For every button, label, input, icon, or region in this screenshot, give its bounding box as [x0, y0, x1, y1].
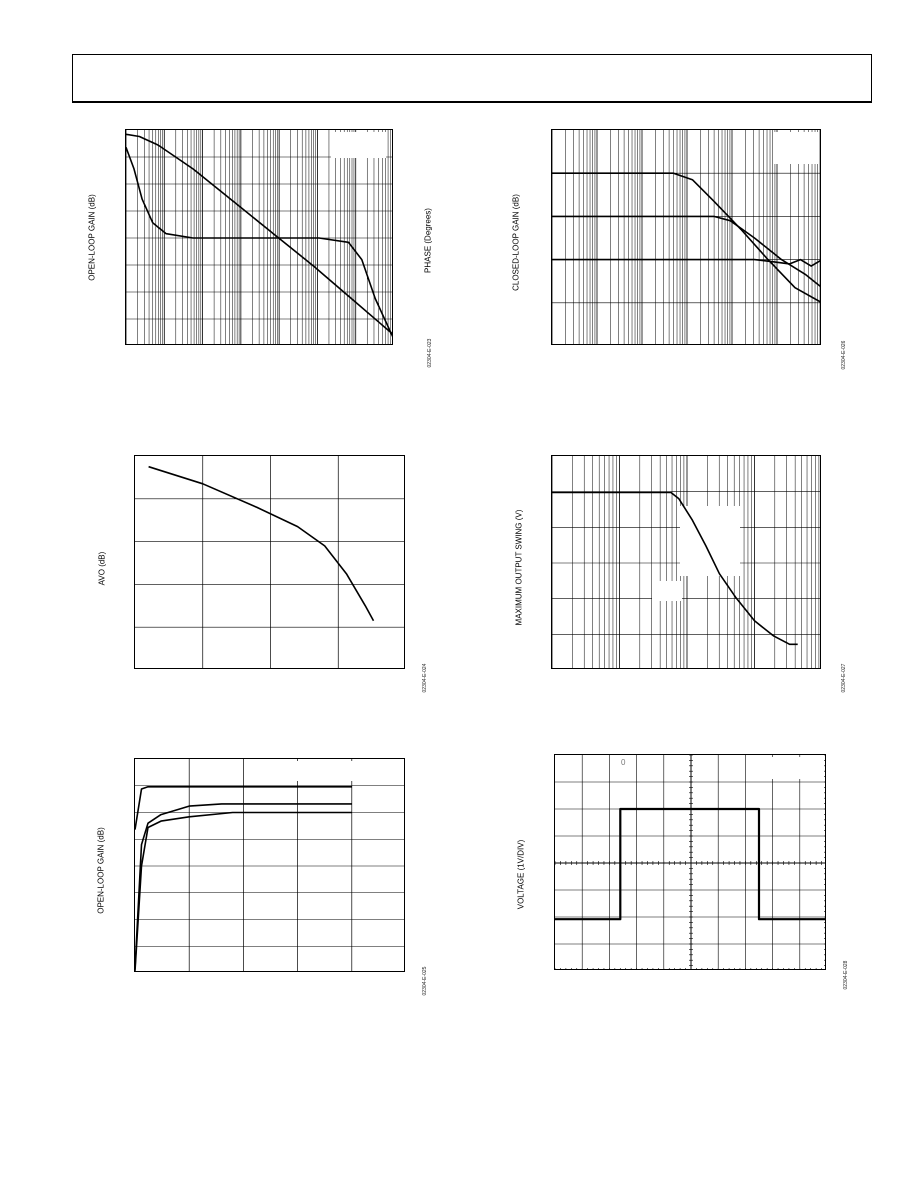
figure-number: 02304-E-027	[841, 663, 847, 693]
series-line	[126, 147, 393, 339]
page-header-box	[72, 54, 872, 103]
chart-panel-open-loop-gain-time	[134, 758, 405, 972]
y-axis-label: CLOSED-LOOP GAIN (dB)	[511, 194, 521, 291]
legend-box	[680, 506, 740, 576]
series-line	[149, 467, 374, 621]
series-line	[552, 173, 821, 303]
figure-number: 02304-E-028	[843, 960, 849, 990]
legend-box	[774, 132, 819, 164]
y-axis-label: VOLTAGE (1V/DIV)	[516, 839, 526, 910]
figure-number: 02304-E-024	[422, 663, 428, 693]
y-axis-label: OPEN-LOOP GAIN (dB)	[96, 827, 106, 914]
chart-panel-max-output-swing	[551, 455, 821, 669]
chart-panel-scope-voltage	[554, 754, 826, 970]
chart-panel-closed-loop-gain	[551, 129, 821, 345]
figure-number: 02304-E-025	[422, 966, 428, 996]
chart-svg	[552, 130, 821, 345]
chart-panel-avo	[134, 455, 405, 669]
chart-svg	[126, 130, 393, 345]
chart-svg	[555, 755, 826, 970]
y-axis-label: AVO (dB)	[97, 551, 107, 586]
chart-svg	[135, 456, 405, 669]
y-axis-label: MAXIMUM OUTPUT SWING (V)	[514, 509, 524, 626]
figure-number: 02304-E-026	[841, 340, 847, 370]
series-line	[552, 216, 821, 287]
legend-box	[331, 132, 386, 158]
chart-svg	[135, 759, 405, 972]
series-line	[552, 492, 798, 644]
y-axis-label: OPEN-LOOP GAIN (dB)	[87, 194, 97, 281]
legend-box	[652, 581, 682, 601]
channel-marker: 0	[621, 758, 626, 767]
legend-box	[295, 761, 355, 781]
series-line	[126, 134, 393, 335]
y2-axis-label: PHASE (Degrees)	[423, 208, 433, 273]
series-line	[552, 260, 821, 267]
legend-box	[765, 757, 820, 779]
chart-panel-open-loop-gain-phase	[125, 129, 393, 345]
figure-number: 02304-E-023	[427, 338, 433, 368]
chart-svg	[552, 456, 821, 669]
